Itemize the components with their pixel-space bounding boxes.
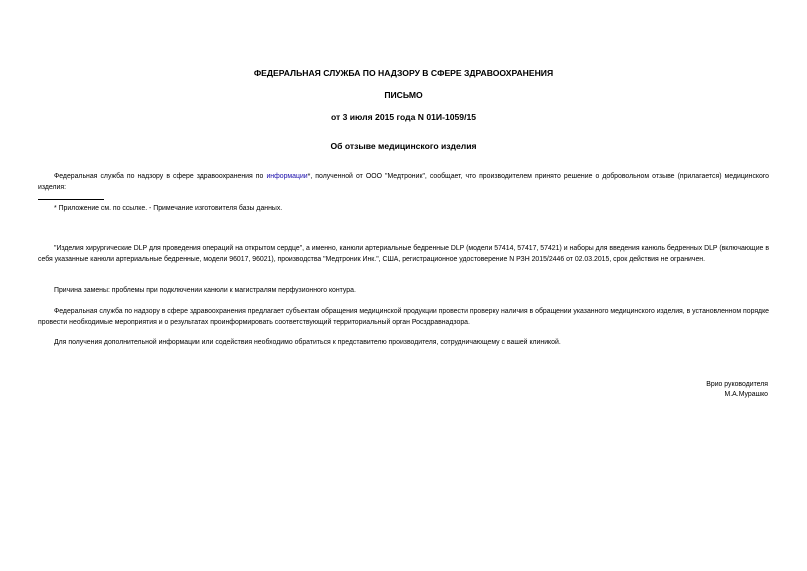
contact-paragraph: Для получения дополнительной информации или содействия необходимо обратиться к представителю производителя, сотрудничающему с вашей клиникой. bbox=[54, 339, 561, 346]
footnote-divider bbox=[38, 199, 104, 200]
footnote-text: * Приложение см. по ссылке. - Примечание изготовителя базы данных. bbox=[54, 205, 283, 212]
signature-name: М.А.Мурашко bbox=[724, 391, 768, 398]
signature-position: Врио руководителя bbox=[706, 381, 768, 388]
document-type-heading: ПИСЬМО bbox=[384, 90, 423, 100]
date-number-heading: от 3 июля 2015 года N 01И-1059/15 bbox=[330, 112, 477, 122]
information-link[interactable]: информации bbox=[266, 173, 308, 180]
intro-text-before-link: Федеральная служба по надзору в сфере здравоохранения по bbox=[54, 173, 267, 180]
intro-paragraph bbox=[38, 172, 769, 193]
device-paragraph: "Изделия хирургические DLP для проведения операций на открытом сердце", а именно, канюли артериальные бедренные DLP (модели 57414, 57417, 57421) и наборы для введения канюль бедренных DLP (включающие в себя указанные канюли артериальные бедренные, модели 96017, 96021), производства "Медтроник Инк.", США, регистрационное удостоверение N РЗН 2015/2446 от 02.03.2015, срок действия не ограничен. bbox=[38, 245, 769, 263]
proposal-paragraph: Федеральная служба по надзору в сфере здравоохранения предлагает субъектам обращения медицинской продукции провести проверку наличия в обращении указанного медицинского изделия, в установленном порядке провести необходимые мероприятия и о результатах проинформировать соответствующий территориальный орган Росздравнадзора. bbox=[38, 308, 769, 326]
reason-paragraph: Причина замены: проблемы при подключении канюли к магистралям перфузионного контура. bbox=[54, 287, 356, 294]
intro-text-after-link: *, полученной от ООО "Медтроник", сообщает, что производителем принято решение о добровольном отзыве (прилагается) медицинского изделия: bbox=[38, 173, 770, 191]
subject-heading: Об отзыве медицинского изделия bbox=[330, 141, 477, 151]
agency-heading: ФЕДЕРАЛЬНАЯ СЛУЖБА ПО НАДЗОРУ В СФЕРЕ ЗДРАВООХРАНЕНИЯ bbox=[253, 68, 554, 78]
